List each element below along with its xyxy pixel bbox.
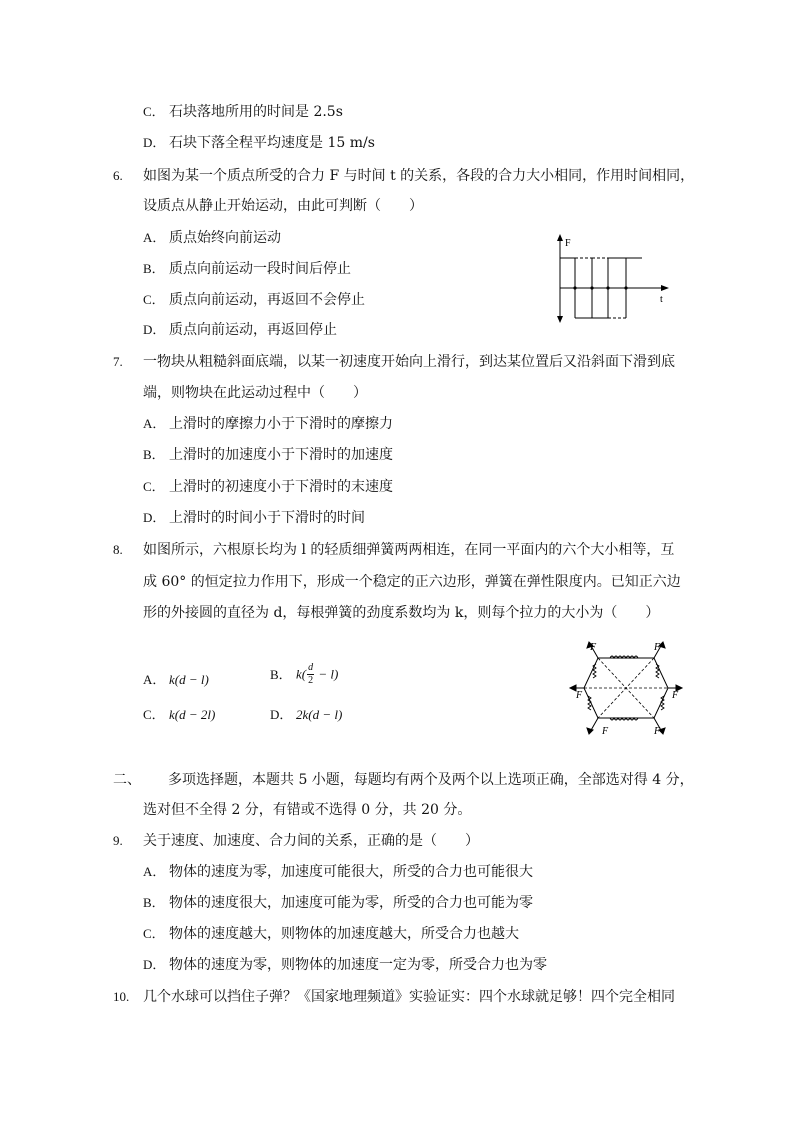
option-text: 上滑时的初速度小于下滑时的末速度 [169, 479, 393, 495]
question-number-7: 7. [113, 354, 123, 369]
option-text: 质点向前运动，再返回不会停止 [169, 292, 365, 308]
q8-stem-line3: 形的外接圆的直径为 d，每根弹簧的劲度系数均为 k，则每个拉力的大小为（ ） [143, 605, 660, 621]
option-letter: C． [143, 707, 165, 722]
option-text: 物体的速度为零，则物体的加速度一定为零，所受合力也为零 [169, 957, 547, 973]
q7-option-b [143, 445, 393, 465]
option-text: 物体的速度很大，加速度可能为零，所受的合力也可能为零 [169, 895, 533, 911]
q7-stem-line1: 一物块从粗糙斜面底端，以某一初速度开始向上滑行，到达某位置后又沿斜面下滑到底 [143, 354, 675, 370]
option-letter: B． [143, 261, 165, 276]
option-letter: C． [143, 292, 165, 307]
q6-option-d [143, 320, 337, 340]
force-label: F [654, 642, 661, 653]
q5-option-d [143, 133, 375, 153]
q9-option-c [143, 924, 519, 944]
question-number-9: 9. [113, 833, 123, 848]
q7-option-a [143, 414, 393, 434]
option-text: 物体的速度为零，加速度可能很大，所受的合力也可能很大 [169, 864, 533, 880]
q7-option-c [143, 477, 393, 497]
option-text: 上滑时的时间小于下滑时的时间 [169, 510, 365, 526]
q9-option-b [143, 893, 533, 913]
option-letter: C． [143, 479, 165, 494]
q6-stem-line2: 设质点从静止开始运动，由此可判断（ ） [143, 198, 423, 214]
question-number-10: 10. [113, 989, 130, 1004]
fraction [307, 662, 314, 687]
q10-stem-line1: 几个水球可以挡住子弹？《国家地理频道》实验证实：四个水球就足够！四个完全相同 [143, 989, 675, 1005]
hexagon-spring-figure [568, 636, 684, 738]
section-2-number: 二、 [113, 772, 141, 788]
force-time-graph [550, 232, 672, 324]
q8-stem-line1: 如图所示，六根原长均为 l 的轻质细弹簧两两相连，在同一平面内的六个大小相等，互 [143, 542, 675, 558]
force-label: F [654, 726, 661, 737]
option-text: 质点向前运动一段时间后停止 [169, 261, 351, 277]
option-letter: D． [270, 707, 293, 722]
option-text: 石块落地所用的时间是 2.5s [169, 104, 343, 120]
question-number-8: 8. [113, 542, 123, 557]
q8-option-a [143, 670, 209, 690]
option-letter: C． [143, 926, 165, 941]
option-letter: A． [143, 416, 166, 431]
q7-option-d [143, 508, 365, 528]
option-letter: A． [143, 864, 166, 879]
q6-option-c [143, 290, 365, 310]
fraction-numerator: d [308, 662, 314, 673]
option-letter: C． [143, 104, 165, 119]
q9-option-d [143, 955, 547, 975]
q6-option-a [143, 228, 281, 248]
option-letter: A． [143, 672, 166, 687]
option-expression-post: − l) [315, 666, 339, 682]
option-letter: B． [143, 447, 165, 462]
option-expression-pre: k( [296, 666, 307, 682]
option-letter: A． [143, 230, 166, 245]
force-label: F [602, 726, 609, 737]
option-expression: k(d − l) [169, 672, 209, 687]
x-axis-label: t [660, 294, 663, 305]
force-label: F [590, 642, 597, 653]
q6-option-b [143, 259, 351, 279]
q7-stem-line2: 端，则物块在此运动过程中（ ） [143, 385, 367, 401]
option-text: 石块下落全程平均速度是 15 m/s [169, 135, 375, 151]
q5-option-c [143, 102, 343, 122]
section-2-line1: 多项选择题，本题共 5 小题，每题均有两个及两个以上选项正确，全部选对得 4 分， [168, 772, 694, 788]
fraction-denominator: 2 [308, 675, 314, 686]
option-letter: D． [143, 510, 166, 525]
option-text: 上滑时的摩擦力小于下滑时的摩擦力 [169, 416, 393, 432]
option-letter: D． [143, 957, 166, 972]
option-letter: B． [270, 666, 292, 682]
section-2-line2: 选对但不全得 2 分，有错或不选得 0 分，共 20 分。 [143, 802, 472, 818]
option-text: 物体的速度越大，则物体的加速度越大，所受合力也越大 [169, 926, 519, 942]
q6-stem-line1: 如图为某一个质点所受的合力 F 与时间 t 的关系，各段的合力大小相同，作用时间相同， [143, 168, 695, 184]
option-expression: k(d − 2l) [169, 707, 216, 722]
option-text: 质点始终向前运动 [169, 230, 281, 246]
q8-option-d [270, 705, 342, 725]
option-letter: D． [143, 322, 166, 337]
q9-option-a [143, 862, 533, 882]
option-expression: 2k(d − l) [296, 707, 343, 722]
q9-stem: 关于速度、加速度、合力间的关系，正确的是（ ） [143, 833, 479, 849]
option-letter: B． [143, 895, 165, 910]
option-text: 质点向前运动，再返回停止 [169, 322, 337, 338]
q8-option-b [270, 662, 338, 696]
option-text: 上滑时的加速度小于下滑时的加速度 [169, 447, 393, 463]
force-label: F [576, 690, 583, 701]
force-label: F [672, 690, 679, 701]
question-number-6: 6. [113, 168, 123, 183]
y-axis-label: F [565, 238, 571, 249]
q8-stem-line2: 成 60° 的恒定拉力作用下，形成一个稳定的正六边形，弹簧在弹性限度内。已知正六边 [143, 574, 681, 590]
q8-option-c [143, 705, 215, 725]
option-letter: D． [143, 135, 166, 150]
